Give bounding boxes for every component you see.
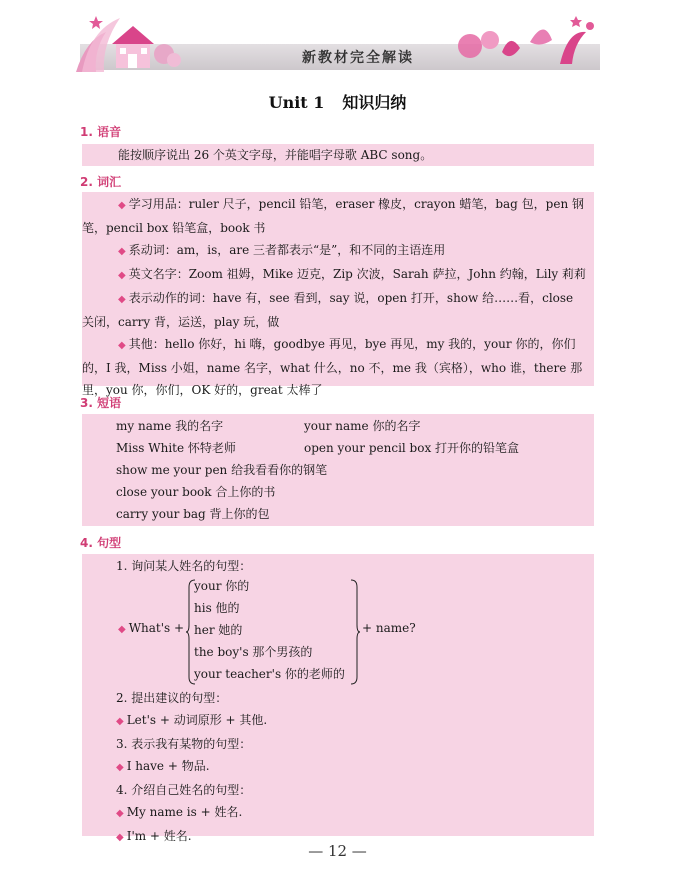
pattern-option: the boy's 那个男孩的 [194, 645, 313, 659]
header-title: 新教材完全解读 [302, 50, 414, 66]
phrase-row: close your book 合上你的书 [116, 485, 276, 499]
pattern-suffix: + name? [362, 621, 416, 635]
phrase-row: carry your bag 背上你的包 [116, 507, 270, 521]
section-heading-sentences: 4. 句型 [80, 536, 122, 550]
bullet-icon: ◆ [116, 762, 124, 773]
bullet-icon: ◆ [116, 716, 124, 727]
sentences-box [82, 554, 594, 843]
pattern-options [194, 575, 345, 685]
right-brace-icon [350, 579, 360, 685]
vocab-line: ◆ 系动词：am，is，are 三者都表示“是”，和不同的主语连用 [118, 243, 446, 257]
pattern-body: ◆ I'm + 姓名. [116, 829, 192, 843]
section-heading-pronunciation: 1. 语音 [80, 125, 122, 139]
vocab-line: 里，you 你，你们，OK 好的，great 太棒了 [82, 383, 323, 397]
pattern-option: your teacher's 你的老师的 [194, 667, 345, 681]
pattern-title: 1. 询问某人姓名的句型： [116, 559, 252, 573]
phrase-row: my name 我的名字 your name 你的名字 [116, 419, 421, 433]
vocab-line: 笔，pencil box 铅笔盒，book 书 [82, 221, 266, 235]
pattern-title: 3. 表示我有某物的句型： [116, 737, 252, 751]
pattern-option: his 他的 [194, 601, 240, 615]
phrase-row: Miss White 怀特老师 open your pencil box 打开你的铅笔盒 [116, 441, 520, 455]
pattern-title: 4. 介绍自己姓名的句型： [116, 783, 252, 797]
pattern-body: ◆ Let's + 动词原形 + 其他. [116, 713, 268, 727]
vocab-line: 关闭，carry 背，运送，play 玩，做 [82, 315, 280, 329]
unit-label: Unit 1 [268, 93, 325, 112]
vocab-line: ◆ 表示动作的词：have 有，see 看到，say 说，open 打开，show 给……看，close [118, 291, 574, 305]
vocab-line: ◆ 其他：hello 你好，hi 嗨，goodbye 再见，bye 再见，my 我的，your 你的，你们 [118, 337, 576, 351]
bullet-icon: ◆ [118, 246, 126, 257]
pronunciation-text: 能按顺序说出 26 个英文字母，并能唱字母歌 ABC song。 [118, 148, 433, 162]
bullet-icon: ◆ [118, 200, 126, 211]
pattern-option: her 她的 [194, 623, 243, 637]
section-heading-phrases: 3. 短语 [80, 396, 122, 410]
phrases-box [82, 414, 594, 526]
pattern-block [82, 577, 594, 687]
vocab-line: 的，I 我，Miss 小姐，name 名字，what 什么，no 不，me 我（宾格），who 谁，there 那 [82, 361, 583, 375]
bullet-icon: ◆ [118, 294, 126, 305]
vocab-line: ◆ 学习用品：ruler 尺子，pencil 铅笔，eraser 橡皮，crayon 蜡笔，bag 包，pen 钢 [118, 197, 585, 211]
pattern-prefix: ◆ What's + [118, 621, 185, 635]
vocabulary-box [82, 192, 594, 397]
bullet-icon: ◆ [116, 808, 124, 819]
unit-heading: 知识归纳 [342, 93, 407, 112]
pronunciation-box [82, 144, 594, 166]
unit-title [0, 90, 675, 113]
pattern-body: ◆ My name is + 姓名. [116, 805, 243, 819]
pattern-option: your 你的 [194, 579, 250, 593]
bullet-icon: ◆ [118, 624, 126, 635]
vocab-line: ◆ 英文名字：Zoom 祖姆，Mike 迈克，Zip 次波，Sarah 萨拉，John 约翰，Lily 莉莉 [118, 267, 587, 281]
bullet-icon: ◆ [118, 340, 126, 351]
pattern-body: ◆ I have + 物品. [116, 759, 210, 773]
section-heading-vocabulary: 2. 词汇 [80, 175, 122, 189]
bullet-icon: ◆ [118, 270, 126, 281]
butterfly-decoration-icon [440, 12, 600, 70]
page-number: — 12 — [308, 842, 367, 860]
pattern-title: 2. 提出建议的句型： [116, 691, 228, 705]
bullet-icon: ◆ [116, 832, 124, 843]
phrase-row: show me your pen 给我看看你的钢笔 [116, 463, 328, 477]
house-decoration-icon [76, 10, 186, 72]
